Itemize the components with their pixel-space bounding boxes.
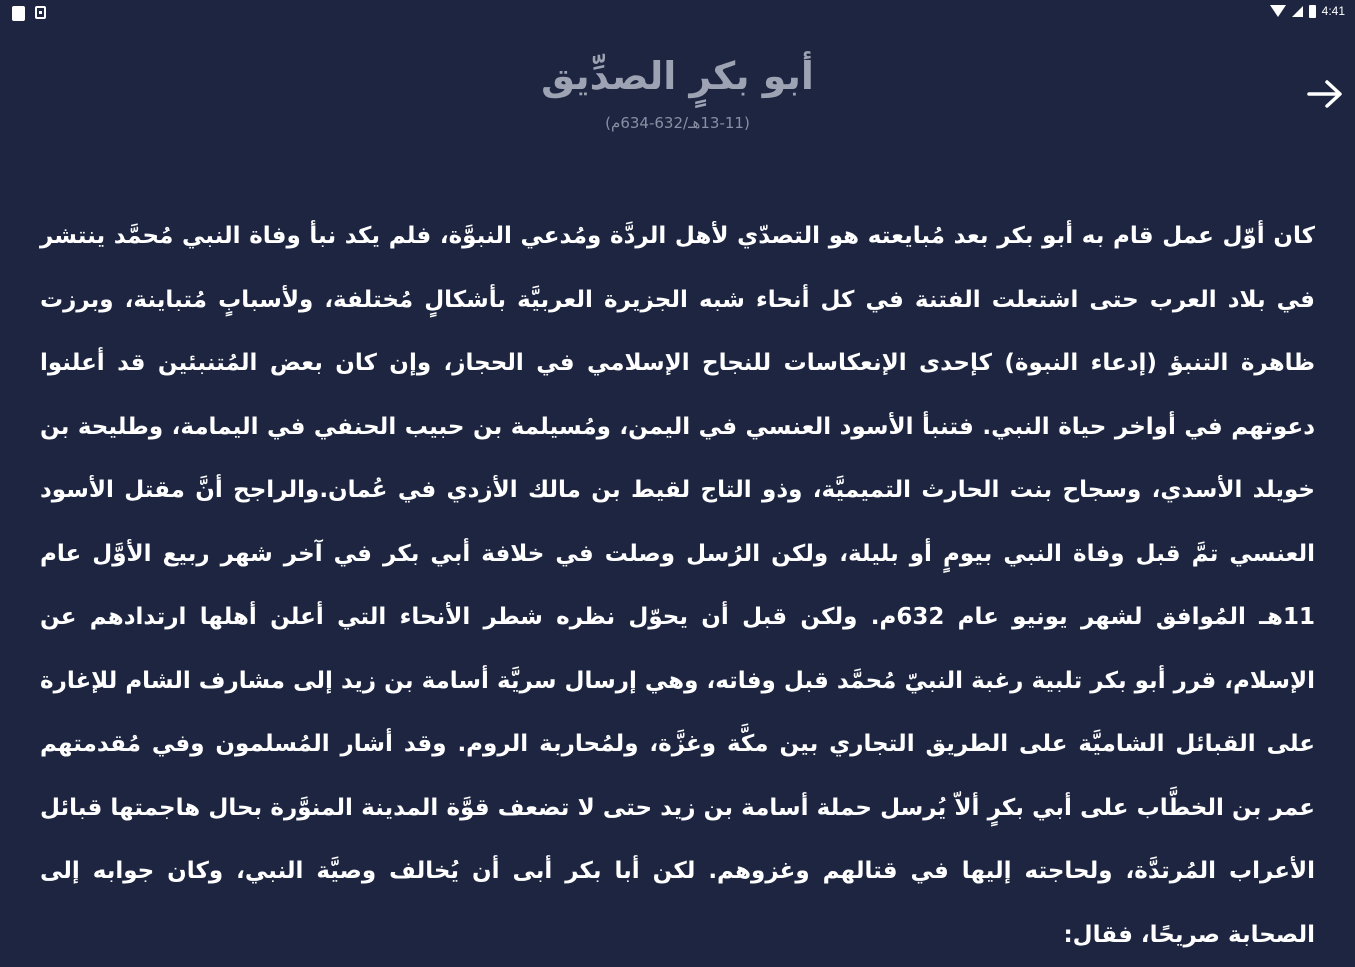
back-button[interactable] <box>1303 72 1347 116</box>
notification-icon <box>12 6 25 21</box>
page-subtitle: (13-11هـ/632-634م) <box>605 114 750 132</box>
status-bar-left <box>12 6 46 21</box>
arrow-right-icon <box>1303 72 1347 116</box>
header <box>0 40 1355 150</box>
notification-icon <box>35 6 46 19</box>
page-title: أبو بكرٍ الصدِّيق <box>541 54 814 98</box>
cellular-icon <box>1292 6 1303 17</box>
status-bar <box>0 0 1355 28</box>
battery-icon <box>1309 5 1316 18</box>
wifi-icon <box>1270 5 1286 17</box>
status-bar-right <box>1270 4 1345 18</box>
status-time: 4:41 <box>1321 4 1345 18</box>
article-body: كان أوّل عمل قام به أبو بكر بعد مُبايعته هو التصدّي لأهل الردَّة ومُدعي النبوَّة، فلم يكد نبأ وفاة النبي مُحمَّد ينتشر في بلاد العرب حتى اشتعلت الفتنة في كل أنحاء شبه الجزيرة العربيَّة بأشكالٍ مُختلفة، ولأسبابٍ مُتباينة، وبرزت ظاهرة التنبؤ (إدعاء النبوة) كإحدى الإنعكاسات للنجاح الإسلامي في الحجاز، وإن كان بعض المُتنبئين قد أعلنوا دعوتهم في أواخر حياة النبي. فتنبأ الأسود العنسي في اليمن، ومُسيلمة بن حبيب الحنفي في اليمامة، وطليحة بن خويلد الأسدي، وسجاح بنت الحارث التميميَّة، وذو التاج لقيط بن مالك الأزدي في عُمان.والراجح أنَّ مقتل الأسود العنسي تمَّ قبل وفاة النبي بيومٍ أو بليلة، ولكن الرُسل وصلت في خلافة أبي بكر في آخر شهر ربيع الأوَّل عام 11هـ المُوافق لشهر يونيو عام 632م. ولكن قبل أن يحوّل نظره شطر الأنحاء التي أعلن أهلها ارتدادهم عن الإسلام، قرر أبو بكر تلبية رغبة النبيّ مُحمَّد قبل وفاته، وهي إرسال سريَّة أسامة بن زيد إلى مشارف الشام للإغارة على القبائل الشاميَّة على الطريق التجاري بين مكَّة وغزَّة، ولمُحاربة الروم. وقد أشار المُسلمون وفي مُقدمتهم عمر بن الخطَّاب على أبي بكرٍ ألاّ يُرسل حملة أسامة بن زيد حتى لا تضعف قوَّة المدينة المنوَّرة بحال هاجمتها قبائل الأعراب المُرتدَّة، ولحاجته إليها في قتالهم وغزوهم. لكن أبا بكر أبى أن يُخالف وصيَّة النبي، وكان جوابه إلى الصحابة صريحًا، فقال: <box>40 223 1315 948</box>
